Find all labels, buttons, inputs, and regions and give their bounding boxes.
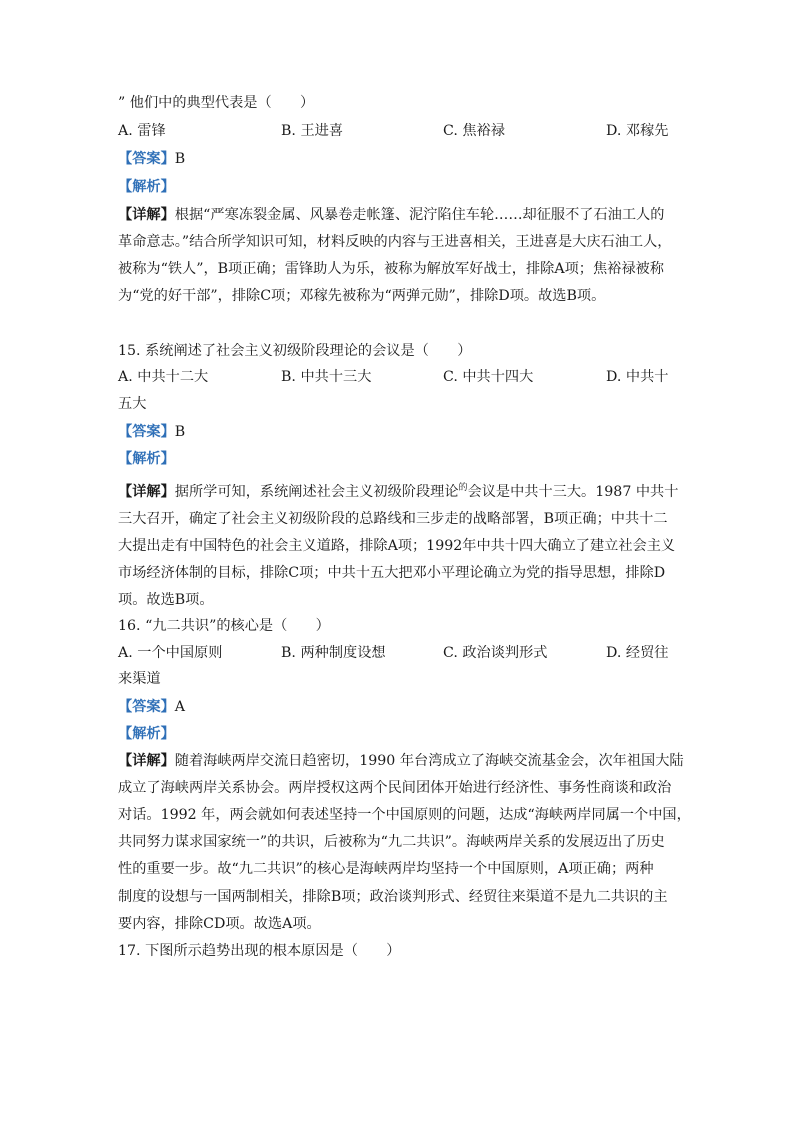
answer-value: B (174, 151, 186, 167)
q15-option-b: B. 中共十三大 (281, 369, 372, 385)
q14-option-b: B. 王进喜 (281, 123, 344, 139)
q15-detail-line-5: 项。故选B项。 (118, 592, 214, 608)
detail-label: 【详解】 (118, 484, 175, 500)
q15-option-c: C. 中共十四大 (443, 369, 534, 385)
answer-label: 【答案】 (118, 424, 175, 440)
detail-superscript: 的 (458, 483, 468, 493)
q16-option-wrap: 来渠道 (118, 671, 161, 687)
q14-stem-tail: ” 他们中的典型代表是（ ） (118, 95, 315, 111)
detail-text-a: 据所学可知，系统阐述社会主义初级阶段理论 (174, 484, 459, 500)
answer-value: B (174, 424, 186, 440)
q16-detail-line-7: 要内容，排除CD项。故选A项。 (118, 916, 321, 932)
q16-detail-line-5: 性的重要一步。故“九二共识”的核心是海峡两岸均坚持一个中国原则，A项正确；两种 (118, 861, 654, 877)
q14-analysis (118, 174, 678, 201)
q15-detail-line-2: 三大召开，确定了社会主义初级阶段的总路线和三步走的战略部署，B项正确；中共十二 (118, 511, 668, 527)
q14-detail-line-1 (118, 202, 678, 229)
q16-detail-line-1 (118, 748, 684, 775)
q16-option-c: C. 政治谈判形式 (443, 645, 548, 661)
q14-detail-line-2: 革命意志。”结合所学知识可知，材料反映的内容与王进喜相关，王进喜是大庆石油工人， (118, 234, 672, 250)
q15-detail-line-4: 市场经济体制的目标，排除C项；中共十五大把邓小平理论确立为党的指导思想，排除D (118, 565, 666, 581)
q15-analysis (118, 446, 678, 473)
analysis-label: 【解析】 (118, 179, 175, 195)
q17-stem: 17. 下图所示趋势出现的根本原因是（ ） (118, 943, 401, 959)
detail-label: 【详解】 (118, 207, 175, 223)
q14-detail-line-3: 被称为“铁人”，B项正确；雷锋助人为乐，被称为解放军好战士，排除A项；焦裕禄被称 (118, 261, 664, 277)
q16-stem: 16. “九二共识”的核心是（ ） (118, 618, 330, 634)
q15-detail-line-1 (118, 479, 678, 508)
answer-value: A (174, 699, 186, 715)
q16-detail-line-2: 成立了海峡两岸关系协会。两岸授权这两个民间团体开始进行经济性、事务性商谈和政治 (118, 780, 672, 796)
q15-stem: 15. 系统阐述了社会主义初级阶段理论的会议是（ ） (118, 343, 472, 359)
analysis-label: 【解析】 (118, 726, 175, 742)
q14-option-d: D. 邓稼先 (606, 123, 669, 139)
detail-label: 【详解】 (118, 753, 175, 769)
q14-option-a: A. 雷锋 (118, 123, 166, 139)
q16-detail-line-3: 对话。1992 年，两会就如何表述坚持一个中国原则的问题，达成“海峡两岸同属一个中国， (118, 807, 691, 823)
answer-label: 【答案】 (118, 151, 175, 167)
q16-analysis (118, 721, 678, 748)
q15-option-a: A. 中共十二大 (118, 369, 209, 385)
q16-option-b: B. 两种制度设想 (281, 645, 386, 661)
q16-detail-line-6: 制度的设想与一国两制相关，排除B项；政治谈判形式、经贸往来渠道不是九二共识的主 (118, 889, 668, 905)
q16-answer (118, 694, 678, 721)
q14-answer (118, 146, 678, 173)
q16-option-d: D. 经贸往 (606, 645, 669, 661)
analysis-label: 【解析】 (118, 451, 175, 467)
q15-detail-line-3: 大提出走有中国特色的社会主义道路，排除A项；1992年中共十四大确立了建立社会主义 (118, 538, 676, 554)
detail-text: 随着海峡两岸交流日趋密切，1990 年台湾成立了海峡交流基金会，次年祖国大陆 (174, 753, 684, 769)
q14-detail-line-4: 为“党的好干部”，排除C项；邓稼先被称为“两弹元勋”，排除D项。故选B项。 (118, 288, 606, 304)
q15-option-d: D. 中共十 (606, 369, 669, 385)
detail-text: 根据“严寒冻裂金属、风暴卷走帐篷、泥泞陷住车轮……却征服不了石油工人的 (174, 207, 665, 223)
detail-text-b: 会议是中共十三大。1987 中共十 (467, 484, 679, 500)
answer-label: 【答案】 (118, 699, 175, 715)
q14-option-c: C. 焦裕禄 (443, 123, 505, 139)
q16-option-a: A. 一个中国原则 (118, 645, 223, 661)
q15-option-wrap: 五大 (118, 396, 147, 412)
q16-detail-line-4: 共同努力谋求国家统一”的共识，后被称为“九二共识”。海峡两岸关系的发展迈出了历史 (118, 834, 665, 850)
q15-answer (118, 419, 678, 446)
